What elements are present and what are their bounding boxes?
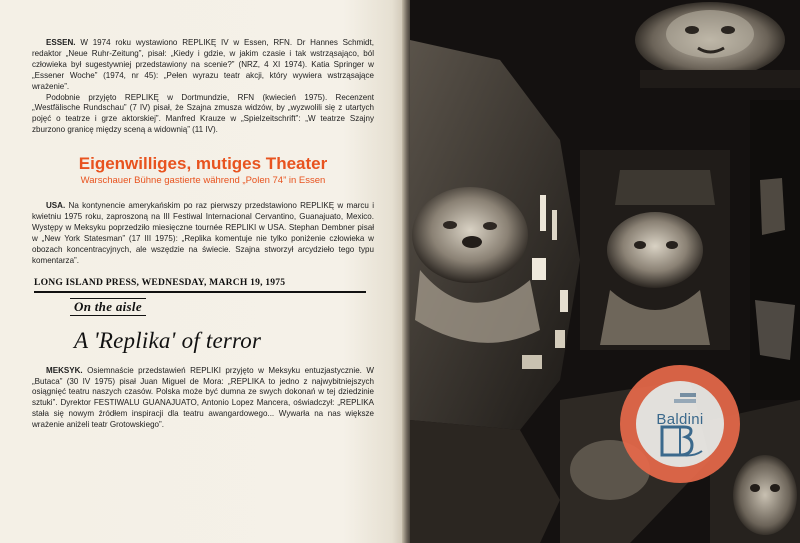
usa-lead: USA. [46,201,66,211]
clipping-headline: A 'Replika' of terror [74,327,262,353]
essen-section [32,38,374,136]
essen-text-1: W 1974 roku wystawiono REPLIKĘ IV w Essen, RFN. Dr Hannes Schmidt, redaktor „Neue Ruhr-Zeitung”, pisał: „Kiedy i gdzie, w jakim czasie i tak wstrząsająco, ból człowieka był sugestywniej przedstawiony na scenie?” (NRZ, 4 XI 1974). Katia Springer w „Essener Woche” (1974, nr 45): „Pełen wyrazu teatr akcji, który wywiera wstrząsające wrażenie”. [32,38,374,91]
essen-paragraph-2: Podobnie przyjęto REPLIKĘ w Dortmundzie, RFN (kwiecień 1975). Recenzent „Westfälische Rundschau” (7 IV) pisał, że Szajna zmusza widzów, by „wyzwolili się z utartych pojęć o teatrze i grze aktorskiej”. Manfred Krauze w „Spielzeitschrift”: „W teatrze Szajny zburzono granicę między sceną a widownią” (11 IV). [32,92,374,135]
column-title: On the aisle [70,298,146,316]
usa-section [32,201,374,266]
figure-center [580,150,730,350]
logo-wordmark: Baldini [656,411,704,428]
baldini-logo-stamp [620,365,740,483]
mexico-text: Osiemnaście przedstawień REPLIKI przyjęto w Meksyku entuzjastycznie. W „Butaca” (30 IV 1975) pisał Juan Miguel de Mora: „REPLIKA to jedno z najwybitniejszych osiągnięć teatru naszych czasów. Polska może być dumna ze swych dokonań w tej dziedzinie sztuki”. Dyrektor FESTIWALU GUANAJUATO, Antonio Lopez Mancera, oświadczył: „REPLIKA stała się nowym źródłem inspiracji dla teatru awangardowego... Wywarła na nas większe wrażenie aniżeli teatr Grotowskiego”. [32,365,374,430]
usa-text: Na kontynencie amerykańskim po raz pierwszy przedstawiono REPLIKĘ w marcu i kwietniu 1975 roku, zaproszoną na III Festiwal Internacional Cervantino, Guanajuato, Mexico. Występy w Meksyku poprzedziło miesięczne tournée REPLIKI w USA. Stephan Dembner pisał w „New York Statesman” (17 III 1975): „Replika komentuje nie tylko poniżenie człowieka w obozach koncentracyjnych, ale wszędzie na świecie. Szajna stworzył arcydzieło tego typu komentarza”. [32,201,374,265]
german-subheadline: Warschauer Bühne gastierte während „Polen 74” in Essen [80,175,326,187]
mexico-paragraph [32,366,374,431]
logo-inner-circle [636,381,724,467]
theatre-photograph [410,0,800,543]
german-headline: Eigenwilliges, mutiges Theater [78,154,328,174]
essen-paragraph-1 [32,38,374,93]
mexico-section [32,366,374,431]
mexico-lead: MEKSYK. [46,365,83,375]
essen-lead: ESSEN. [46,38,76,47]
photo-illustration [410,0,800,543]
usa-paragraph [32,201,374,266]
newspaper-masthead: LONG ISLAND PRESS, WEDNESDAY, MARCH 19, 1975 [34,277,366,293]
